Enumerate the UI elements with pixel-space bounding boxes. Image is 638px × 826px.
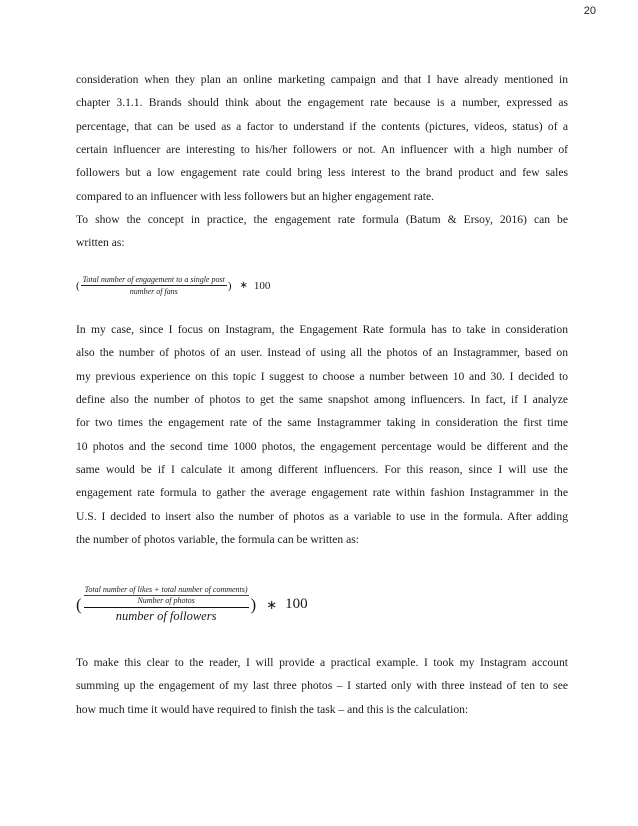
formula-multiply-operator: ∗ xyxy=(239,280,248,291)
text-line: same would be if I calculate it among different influencers. For this reason, since I will use the xyxy=(76,463,568,477)
formula-numerator: Total number of engagement to a single post xyxy=(82,275,225,284)
formula-fraction xyxy=(81,274,227,297)
formula-open-paren: ( xyxy=(76,279,80,292)
text-line: engagement rate formula to gather the average engagement rate within fashion Instagrammer in the xyxy=(76,486,568,500)
formula-inner-numerator: Total number of likes + total number of comments) xyxy=(84,585,248,594)
text-line: for two times the engagement rate of the same Instagrammer taking in consideration the first time xyxy=(76,416,568,430)
text-line: chapter 3.1.1. Brands should think about the engagement rate because is a number, expressed as xyxy=(76,96,568,110)
body-paragraph-3 xyxy=(76,651,568,721)
body-paragraph-1 xyxy=(76,68,568,255)
formula-open-paren: ( xyxy=(76,594,82,614)
formula-multiply-operator: ∗ xyxy=(266,596,278,612)
formula-close-paren: ) xyxy=(227,279,232,292)
text-line: To show the concept in practice, the engagement rate formula (Batum & Ersoy, 2016) can be xyxy=(76,213,568,227)
text-line: 10 photos and the second time 1000 photos, the engagement percentage would be different and the xyxy=(76,439,568,453)
engagement-rate-formula xyxy=(76,274,270,297)
text-line: followers but a low engagement rate could bring less interest to the brand product and few sales xyxy=(76,166,568,180)
formula-inner-denominator: Number of photos xyxy=(137,596,195,605)
formula-multiplier: 100 xyxy=(285,596,308,612)
text-line: written as: xyxy=(76,236,125,250)
formula-denominator: number of fans xyxy=(129,287,178,296)
text-line: compared to an influencer with less followers but an higher engagement rate. xyxy=(76,189,434,203)
text-line: U.S. I decided to insert also the number of photos as a variable to use in the formula. After adding xyxy=(76,509,568,523)
text-line: how much time it would have required to finish the task – and this is the calculation: xyxy=(76,702,469,716)
text-line: the number of photos variable, the formula can be written as: xyxy=(76,533,359,547)
text-line: To make this clear to the reader, I will provide a practical example. I took my Instagram account xyxy=(76,656,568,669)
formula-close-paren: ) xyxy=(250,594,257,614)
text-line: In my case, since I focus on Instagram, the Engagement Rate formula has to take in consideration xyxy=(76,323,568,336)
formula-fraction xyxy=(84,585,249,624)
text-line: consideration when they plan an online marketing campaign and that I have already mentioned in xyxy=(76,73,568,86)
text-line: certain influencer are interesting to his/her followers or not. An influencer with a high number of xyxy=(76,143,568,157)
engagement-rate-with-photos-formula xyxy=(76,585,308,624)
body-paragraph-2 xyxy=(76,318,568,551)
text-line: my previous experience on this topic I suggest to choose a number between 10 and 30. I decided to xyxy=(76,369,568,383)
text-line: percentage, that can be used as a factor to understand if the contents (pictures, videos, status) of a xyxy=(76,119,568,133)
formula-numerator xyxy=(84,585,249,608)
page-number: 20 xyxy=(583,5,596,17)
formula-denominator: number of followers xyxy=(115,609,217,623)
text-line: also the number of photos of an user. Instead of using all the photos of an Instagrammer, based on xyxy=(76,346,568,360)
text-line: summing up the engagement of my last three photos – I started only with three instead of ten to see xyxy=(76,679,568,693)
text-line: define also the number of photos to get the same snapshot among influencers. In fact, if I analyze xyxy=(76,393,568,407)
formula-multiplier: 100 xyxy=(253,279,271,292)
